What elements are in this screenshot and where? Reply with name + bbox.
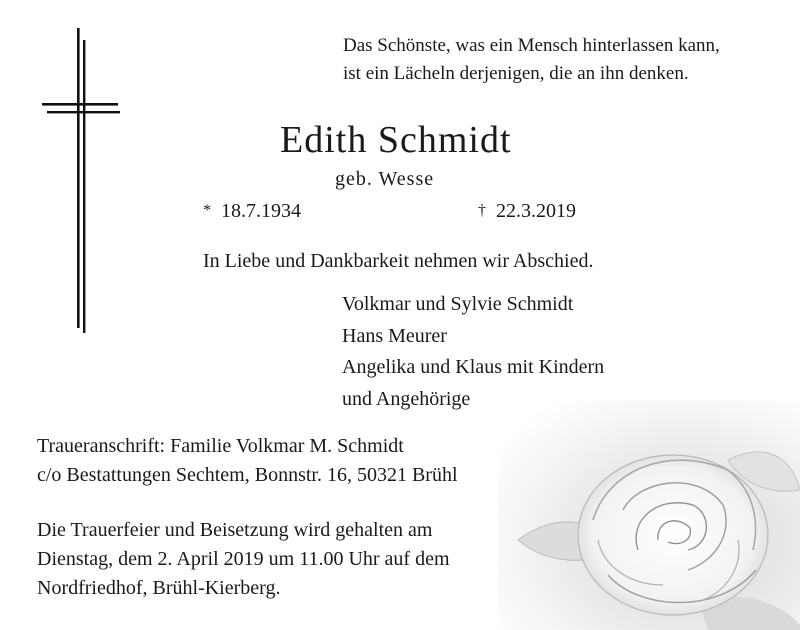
birth-line: [203, 200, 301, 223]
service-line-3: Nordfriedhof, Brühl-Kierberg.: [37, 577, 281, 599]
funeral-service-info: [37, 516, 450, 603]
farewell-text: In Liebe und Dankbarkeit nehmen wir Abschied.: [203, 250, 594, 272]
birth-date: 18.7.1934: [221, 200, 301, 222]
condolence-address: [37, 432, 458, 490]
service-line-1: Die Trauerfeier und Beisetzung wird gehalten am: [37, 519, 433, 541]
mourner-line: und Angehörige: [342, 387, 471, 410]
birth-star-icon: *: [203, 202, 211, 219]
address-line-1: Traueranschrift: Familie Volkmar M. Schmidt: [37, 435, 404, 457]
service-line-2: Dienstag, dem 2. April 2019 um 11.00 Uhr auf dem: [37, 548, 450, 570]
rose-image: [498, 400, 800, 630]
address-line-2: c/o Bestattungen Sechtem, Bonnstr. 16, 50321 Brühl: [37, 464, 458, 486]
memorial-quote: [343, 32, 783, 88]
mourner-line: Angelika und Klaus mit Kindern: [342, 356, 605, 378]
maiden-name: geb. Wesse: [335, 168, 435, 190]
mourners-list: [342, 289, 604, 415]
death-line: [478, 200, 576, 223]
deceased-name: Edith Schmidt: [280, 119, 512, 161]
death-dagger-icon: †: [478, 202, 486, 219]
cross-icon: [40, 28, 120, 333]
death-date: 22.3.2019: [496, 200, 576, 222]
quote-line-2: ist ein Lächeln derjenigen, die an ihn denken.: [343, 63, 689, 84]
quote-line-1: Das Schönste, was ein Mensch hinterlassen kann,: [343, 35, 720, 56]
mourner-line: Hans Meurer: [342, 324, 447, 347]
mourner-line: Volkmar und Sylvie Schmidt: [342, 293, 574, 315]
